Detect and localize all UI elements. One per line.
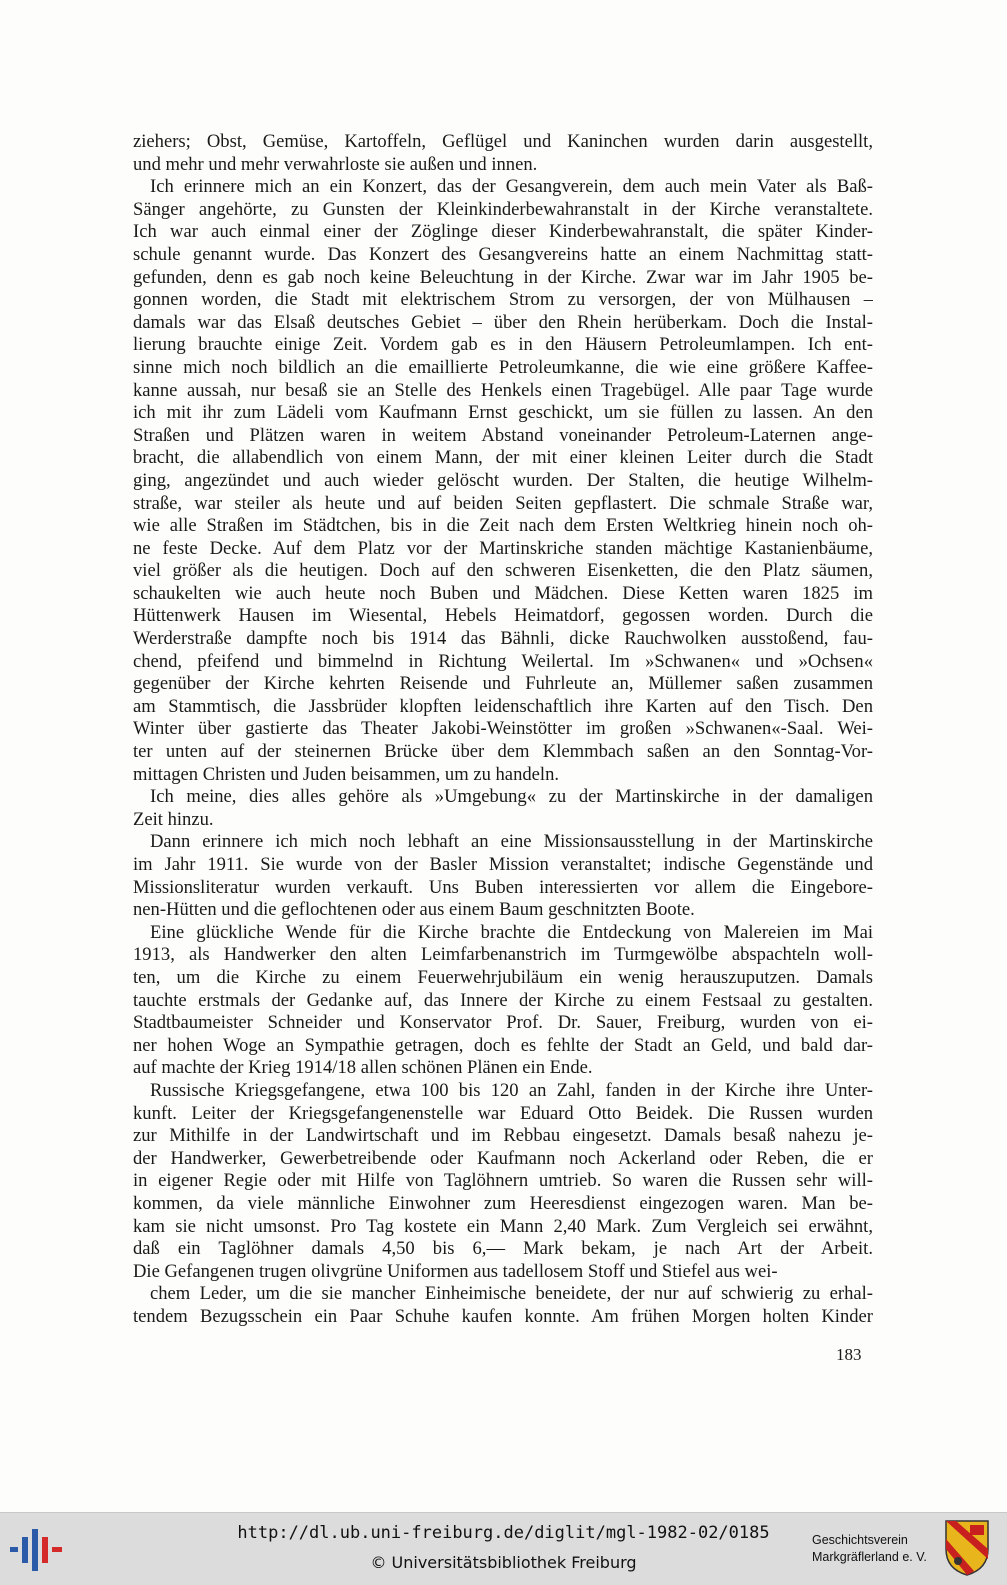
text-line: ziehers; Obst, Gemüse, Kartoffeln, Geflügel und Kaninchen wurden darin ausgestellt,: [133, 131, 873, 152]
text-line: tauchte erstmals der Gedanke auf, das Innere der Kirche zu einem Festsaal zu gestalten.: [133, 989, 873, 1011]
text-line: Missionsliteratur wurden verkauft. Uns Buben interessierten vor allem die Eingebore-: [133, 876, 873, 898]
text-line: lierung brauchte einige Zeit. Vordem gab es in den Häusern Petroleumlampen. Ich ent-: [133, 334, 873, 356]
text-line: tendem Bezugsschein ein Paar Schuhe kaufen konnte. Am frühen Morgen holten Kinder: [133, 1305, 873, 1327]
text-line: Die Gefangenen trugen olivgrüne Uniformen aus tadellosem Stoff und Stiefel aus wei-: [133, 1260, 778, 1282]
text-line: schule genannt wurde. Das Konzert des Gesangvereins hatte an einem Nachmittag statt-: [133, 243, 873, 265]
text-line: Ich erinnere mich an ein Konzert, das der Gesangverein, dem auch mein Vater als Baß-: [150, 176, 873, 198]
text-line: Winter über gastierte das Theater Jakobi-Weinstötter im großen »Schwanen«-Saal. Wei-: [133, 718, 873, 740]
text-line: der Handwerker, Gewerbetreibende oder Kaufmann noch Ackerland oder Reben, die er: [133, 1147, 873, 1169]
text-line: viel größer als die heutigen. Doch auf den schweren Eisenketten, die den Platz säumen,: [133, 560, 873, 582]
text-line: Straßen und Plätzen waren in weitem Abstand voneinander Petroleum-Laternen ange-: [133, 424, 873, 446]
text-line: ich mit ihr zum Lädeli vom Kaufmann Ernst geschickt, um sie füllen zu lassen. An den: [133, 402, 873, 424]
text-line: Sänger angehörte, zu Gunsten der Kleinkinderbewahranstalt in der Kirche veranstaltete.: [133, 198, 873, 220]
text-line: auf machte der Krieg 1914/18 allen schönen Plänen ein Ende.: [133, 1057, 593, 1079]
text-line: gefunden, denn es gab noch keine Beleuchtung in der Kirche. Zwar war im Jahr 1905 be-: [133, 266, 873, 288]
text-line: straße, war steiler als heute und auf beiden Seiten gepflastert. Die schmale Straße war,: [133, 492, 873, 514]
text-line: kam sie nicht umsonst. Pro Tag kostete ein Mann 2,40 Mark. Zum Vergleich sei erwähnt,: [133, 1215, 873, 1237]
text-line: ging, angezündet und auch wieder gelöscht wurden. Der Stalten, die heutige Wilhelm-: [133, 469, 873, 491]
society-name-line2: Markgräflerland e. V.: [812, 1550, 927, 1564]
text-line: ter unten auf der steinernen Brücke über dem Klemmbach saßen an den Sonntag-Vor-: [133, 741, 873, 763]
text-line: schaukelten wie auch heute noch Buben und Mädchen. Diese Ketten waren 1825 im: [133, 582, 873, 604]
text-line: Stadtbaumeister Schneider und Konservator Prof. Dr. Sauer, Freiburg, wurden von ei-: [133, 1012, 873, 1034]
body-text: [133, 131, 873, 1328]
permalink-url[interactable]: http://dl.ub.uni-freiburg.de/diglit/mgl-1982-02/0185: [237, 1523, 770, 1543]
text-line: ten, um die Kirche zu einem Feuerwehrjubiläum ein wenig herauszuputzen. Damals: [133, 966, 873, 988]
text-line: sinne mich noch bildlich an die emaillierte Petroleumkanne, die wie eine größere Kaffee-: [133, 356, 873, 378]
society-name: [812, 1532, 927, 1566]
text-line: ner hohen Woge an Sympathie getragen, doch es fehlte der Stadt an Geld, und bald dar-: [133, 1034, 873, 1056]
text-line: im Jahr 1911. Sie wurde von der Basler Mission veranstaltet; indische Gegenstände und: [133, 854, 873, 875]
text-line: daß ein Taglöhner damals 4,50 bis 6,— Mark bekam, je nach Art der Arbeit.: [133, 1238, 873, 1260]
text-line: mittagen Christen und Juden beisammen, um zu handeln.: [133, 763, 560, 785]
text-line: in eigener Regie oder mit Hilfe von Taglöhnern umtrieb. So waren die Russen sehr will-: [133, 1170, 873, 1192]
text-line: wie alle Straßen im Städtchen, bis in die Zeit nach dem Ersten Weltkrieg hinein noch oh-: [133, 515, 873, 537]
text-line: Dann erinnere ich mich noch lebhaft an eine Missionsausstellung in der Martinskirche: [150, 831, 873, 853]
society-name-line1: Geschichtsverein: [812, 1533, 908, 1547]
text-line: gonnen worden, die Stadt mit elektrischem Strom zu versorgen, der von Mülhausen –: [133, 289, 873, 311]
footer-bar: [0, 1512, 1007, 1585]
text-line: chend, pfeifend und bimmelnd in Richtung Weilertal. Im »Schwanen« und »Ochsen«: [133, 650, 873, 672]
text-line: Ich war auch einmal einer der Zöglinge dieser Kinderbewahranstalt, die später Kinder-: [133, 221, 873, 243]
text-line: Ich meine, dies alles gehöre als »Umgebung« zu der Martinskirche in der damaligen: [150, 786, 873, 808]
text-line: Werderstraße dampfte noch bis 1914 das Bähnli, dicke Rauchwolken ausstoßend, fau-: [133, 628, 873, 650]
text-line: nen-Hütten und die geflochtenen oder aus einem Baum geschnitzten Boote.: [133, 899, 695, 921]
text-line: bracht, die allabendlich von einem Mann, der mit einer kleinen Leiter durch die Stadt: [133, 447, 873, 469]
text-line: am Stammtisch, die Jassbrüder klopften leidenschaftlich ihre Karten auf den Tisch. Den: [133, 695, 873, 717]
copyright-notice: © Universitätsbibliothek Freiburg: [370, 1553, 637, 1572]
text-line: Russische Kriegsgefangene, etwa 100 bis 120 an Zahl, fanden in der Kirche ihre Unter-: [150, 1079, 873, 1101]
text-line: Eine glückliche Wende für die Kirche brachte die Entdeckung von Malereien im Mai: [150, 921, 873, 943]
text-line: gegenüber der Kirche kehrten Reisende und Fuhrleute an, Müllemer saßen zusammen: [133, 673, 873, 695]
page-number: 183: [836, 1345, 862, 1364]
text-line: Hüttenwerk Hausen im Wiesental, Hebels Heimatdorf, gegossen worden. Durch die: [133, 605, 873, 627]
coat-of-arms-icon: [944, 1519, 990, 1577]
text-line: Zeit hinzu.: [133, 808, 214, 830]
text-line: ne feste Decke. Auf dem Platz vor der Martinskriche standen mächtige Kastanienbäume,: [133, 537, 873, 559]
text-line: zur Mithilfe in der Landwirtschaft und im Rebbau eingesetzt. Damals besaß nahezu je-: [133, 1125, 873, 1147]
text-line: und mehr und mehr verwahrloste sie außen und innen.: [133, 153, 538, 175]
text-line: damals war das Elsaß deutsches Gebiet – über den Rhein herüberkam. Doch die Instal-: [133, 311, 873, 333]
text-line: kommen, da viele männliche Einwohner zum Heeresdienst eingezogen waren. Man be-: [133, 1192, 873, 1214]
text-line: chem Leder, um die sie mancher Einheimische beneidete, der nur auf schwierig zu erhal-: [150, 1283, 873, 1305]
text-line: 1913, als Handwerker den alten Leimfarbenanstrich im Turmgewölbe abspachteln woll-: [133, 944, 873, 966]
text-line: kunft. Leiter der Kriegsgefangenenstelle war Eduard Otto Beidek. Die Russen wurden: [133, 1102, 873, 1124]
text-line: kanne aussah, nur besaß sie an Stelle des Henkels einen Tragebügel. Alle paar Tage wurde: [133, 379, 873, 401]
